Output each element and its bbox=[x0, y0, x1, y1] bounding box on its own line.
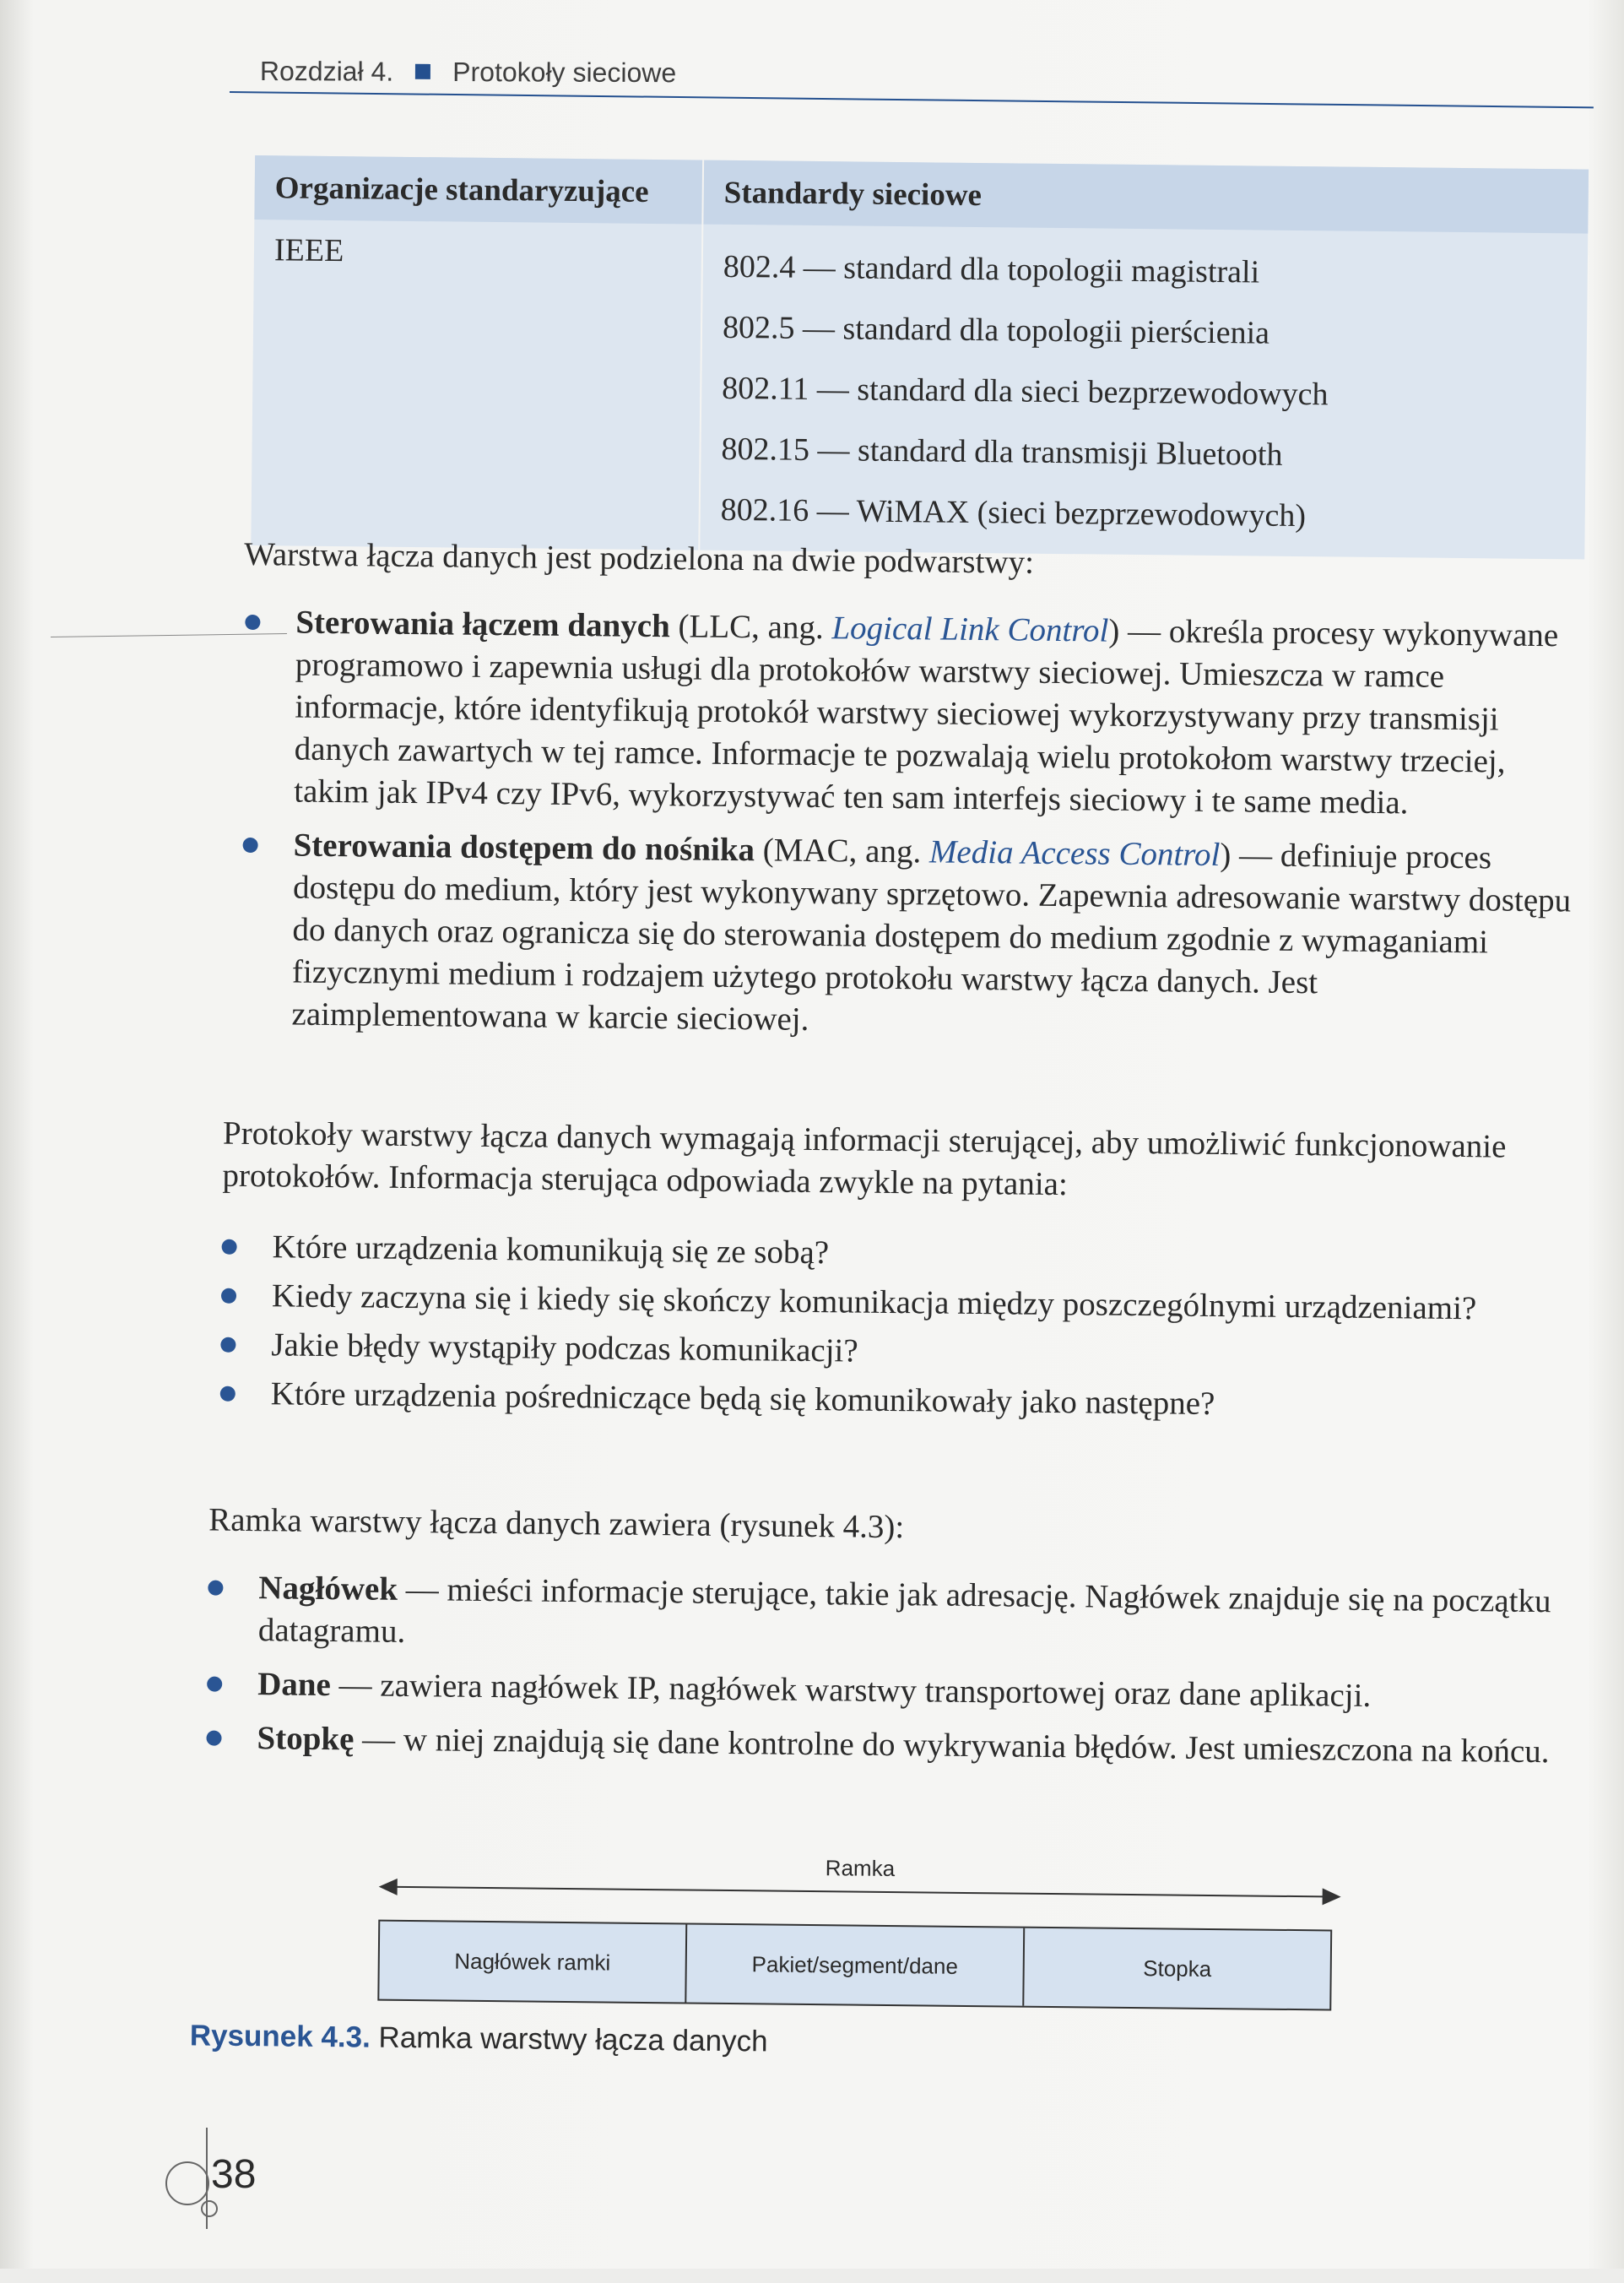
list-item bbox=[258, 1567, 1576, 1665]
bullet-icon bbox=[207, 1677, 222, 1692]
table-row bbox=[251, 220, 1588, 560]
description-text: — w niej znajdują się dane kontrolne do wykrywania błędów. Jest umieszczona na końcu. bbox=[354, 1721, 1550, 1771]
list-item bbox=[294, 602, 1579, 827]
frame-box-footer: Stopka bbox=[1143, 1955, 1212, 1982]
english-term: Media Access Control bbox=[928, 833, 1221, 874]
question-list bbox=[270, 1226, 1572, 1435]
standard-item: 802.15 — standard dla transmisji Bluetooth bbox=[721, 431, 1283, 473]
table-cell-organization: IEEE bbox=[251, 220, 702, 550]
question-text: Które urządzenia pośredniczące będą się komunikowały jako następne? bbox=[270, 1375, 1215, 1423]
table-header-organizations: Organizacje standaryzujące bbox=[254, 155, 703, 225]
list-item bbox=[271, 1324, 1571, 1380]
table-header-standards: Standardy sieciowe bbox=[702, 160, 1589, 234]
term-header: Nagłówek bbox=[258, 1570, 398, 1608]
frame-box-header: Nagłówek ramki bbox=[379, 1922, 687, 2003]
bullet-icon bbox=[208, 1581, 223, 1596]
span-arrow-line bbox=[387, 1886, 1333, 1898]
standard-item: 802.4 — standard dla topologii magistrali bbox=[723, 248, 1260, 290]
intro-control-info: Protokoły warstwy łącza danych wymagają informacji sterującej, aby umożliwić funkcjonowanie protokołów. Informacja sterująca odpowiada zwykle na pytania: bbox=[222, 1114, 1507, 1203]
table-cell-standards bbox=[699, 225, 1588, 560]
figure-number: Rysunek 4.3. bbox=[189, 2019, 371, 2054]
frame-part-list bbox=[257, 1567, 1575, 1785]
bullet-icon bbox=[206, 1731, 221, 1746]
figure-caption-text: Ramka warstwy łącza danych bbox=[370, 2020, 768, 2058]
standard-item: 802.5 — standard dla topologii pierścienia bbox=[722, 309, 1270, 351]
question-text: Kiedy zaczyna się i kiedy się skończy komunikacja między poszczególnymi urządzeniami? bbox=[271, 1277, 1477, 1327]
chapter-label: Rozdział 4. bbox=[259, 56, 394, 87]
description-text: — zawiera nagłówek IP, nagłówek warstwy transportowej oraz dane aplikacji. bbox=[330, 1667, 1372, 1714]
standards-table bbox=[251, 155, 1589, 560]
list-item bbox=[271, 1373, 1571, 1429]
arrow-left-icon bbox=[379, 1879, 398, 1895]
description-text: — mieści informacje sterujące, takie jak adresację. Nagłówek znajduje się na początku datagramu. bbox=[257, 1570, 1551, 1650]
frame-boxes bbox=[377, 1920, 1332, 2011]
term-footer: Stopkę bbox=[257, 1720, 355, 1758]
frame-label: Ramka bbox=[825, 1855, 896, 1882]
list-item bbox=[257, 1717, 1573, 1773]
standard-item: 802.11 — standard dla sieci bezprzewodowych bbox=[722, 370, 1329, 413]
frame-diagram bbox=[377, 1851, 1341, 2030]
bullet-icon bbox=[221, 1288, 236, 1304]
page-mark-circle-icon bbox=[165, 2161, 209, 2205]
list-item bbox=[257, 1663, 1574, 1719]
question-text: Które urządzenia komunikują się ze sobą? bbox=[272, 1228, 830, 1272]
frame-box-payload: Pakiet/segment/dane bbox=[686, 1924, 1025, 2005]
english-term: Logical Link Control bbox=[831, 610, 1109, 649]
list-item bbox=[272, 1226, 1572, 1282]
description-text: ) — określa procesy wykonywane programowo i zapewnia usługi dla protokołów warstwy sieciowej. Umieszcza w ramce informacje, które identyfikują protokół warstwy sieciowej wykorzystywany przy transmisji danych zawartych w tej ramce. Informacje te pozwalają wielu protokołom warstwy trzeciej, takim jak IPv4 czy IPv6, wykorzystywać ten sam interfejs sieciowy i te same media. bbox=[294, 612, 1559, 822]
abbr-text: (MAC, ang. bbox=[754, 832, 930, 870]
abbr-text: (LLC, ang. bbox=[669, 608, 832, 647]
intro-frame: Ramka warstwy łącza danych zawiera (rysunek 4.3): bbox=[208, 1501, 905, 1546]
figure-caption bbox=[190, 2019, 768, 2058]
question-text: Jakie błędy wystąpiły podczas komunikacji? bbox=[271, 1326, 858, 1369]
arrow-right-icon bbox=[1323, 1888, 1341, 1905]
bullet-icon bbox=[245, 615, 260, 630]
bullet-icon bbox=[222, 1239, 237, 1255]
description-text: ) — definiuje proces dostępu do medium, który jest wykonywany sprzętowo. Zapewnia adresowanie warstwy dostępu do danych oraz ogranicza się do sterowania dostępem do medium zgodnie z wymaganiami fizycznymi medium i rodzajem użytego protokołu warstwy łącza danych. Jest zaimplementowana w karcie sieciowej. bbox=[291, 837, 1572, 1038]
bullet-icon bbox=[220, 1386, 235, 1402]
page-mark-small-circle-icon bbox=[201, 2200, 218, 2217]
bullet-icon bbox=[220, 1337, 235, 1353]
term-llc: Sterowania łączem danych bbox=[295, 604, 671, 645]
standard-item: 802.16 — WiMAX (sieci bezprzewodowych) bbox=[720, 491, 1307, 534]
term-data: Dane bbox=[257, 1666, 332, 1704]
term-mac: Sterowania dostępem do nośnika bbox=[293, 827, 755, 869]
page-number: 38 bbox=[211, 2152, 257, 2197]
chapter-title: Protokoły sieciowe bbox=[452, 56, 677, 89]
intro-sublayers: Warstwa łącza danych jest podzielona na dwie podwarstwy: bbox=[243, 535, 1035, 581]
bullet-icon bbox=[243, 838, 258, 853]
sublayer-list bbox=[291, 602, 1578, 1061]
list-item bbox=[291, 825, 1577, 1049]
list-item bbox=[272, 1275, 1572, 1331]
